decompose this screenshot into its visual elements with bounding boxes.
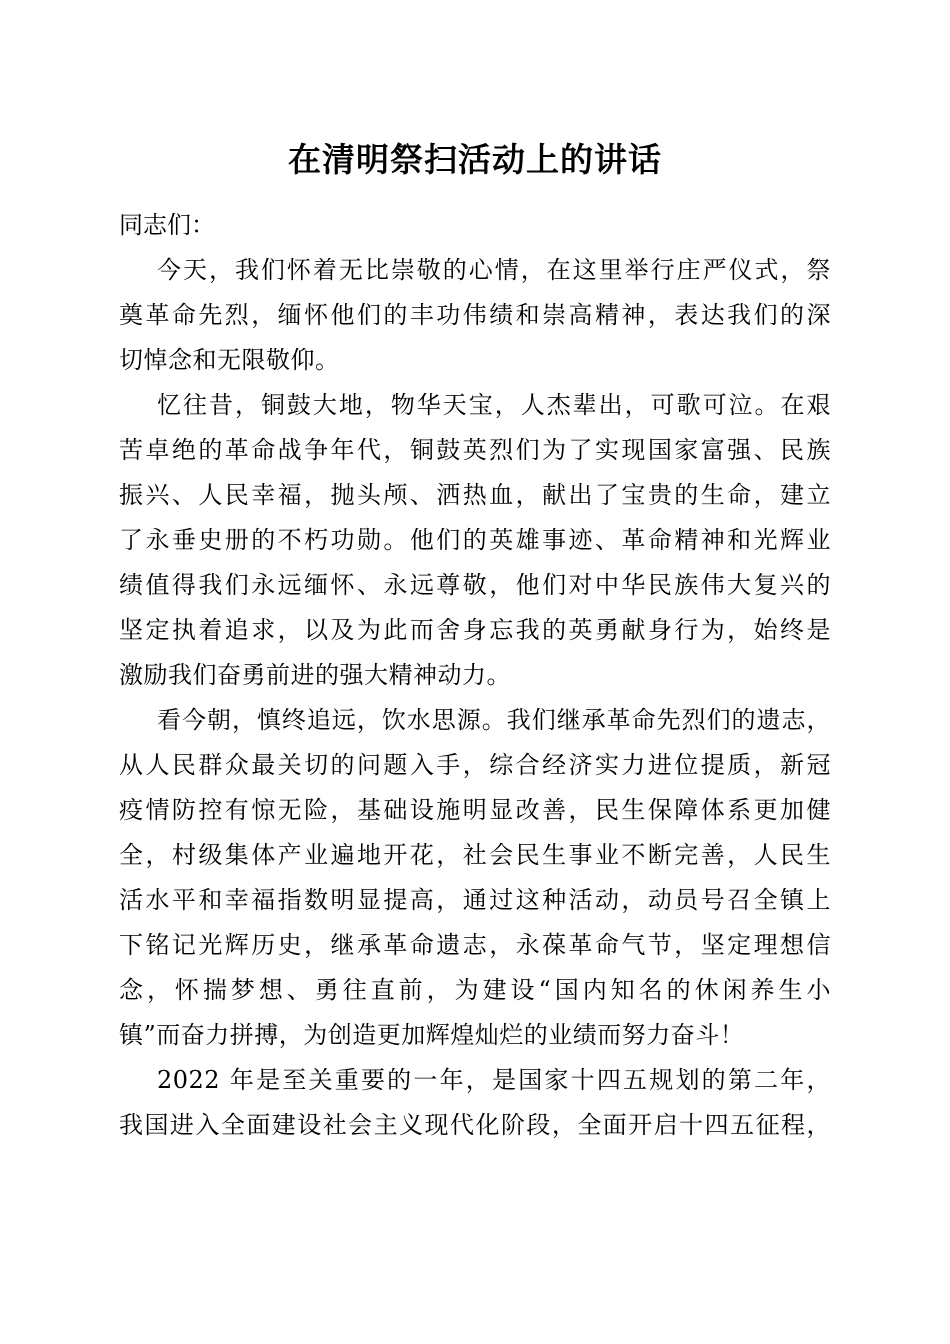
paragraph-line: 下铭记光辉历史，继承革命遗志，永葆革命气节，坚定理想信 — [119, 931, 831, 959]
paragraph-line: 看今朝，慎终追远，饮水思源。我们继承革命先烈们的遗志， — [157, 706, 831, 734]
paragraph-line: 奠革命先烈，缅怀他们的丰功伟绩和崇高精神，表达我们的深 — [119, 301, 831, 329]
paragraph-line: 激励我们奋勇前进的强大精神动力。 — [119, 661, 511, 689]
paragraph-line: 全，村级集体产业遍地开花，社会民生事业不断完善，人民生 — [119, 841, 831, 869]
paragraph-line: 今天，我们怀着无比崇敬的心情，在这里举行庄严仪式，祭 — [157, 256, 831, 284]
paragraph-line: 了永垂史册的不朽功勋。他们的英雄事迹、革命精神和光辉业 — [119, 526, 831, 554]
salutation: 同志们： — [119, 211, 215, 239]
paragraph-line: 坚定执着追求，以及为此而舍身忘我的英勇献身行为，始终是 — [119, 616, 831, 644]
paragraph-line: 苦卓绝的革命战争年代，铜鼓英烈们为了实现国家富强、民族 — [119, 436, 831, 464]
paragraph-4 — [119, 1058, 831, 1148]
paragraph-line: 2022 年是至关重要的一年，是国家十四五规划的第二年， — [157, 1066, 831, 1094]
paragraph-line: 疫情防控有惊无险，基础设施明显改善，民生保障体系更加健 — [119, 796, 831, 824]
paragraph-line: 忆往昔，铜鼓大地，物华天宝，人杰辈出，可歌可泣。在艰 — [157, 391, 831, 419]
paragraph-line: 活水平和幸福指数明显提高，通过这种活动，动员号召全镇上 — [119, 886, 831, 914]
paragraph-line: 我国进入全面建设社会主义现代化阶段，全面开启十四五征程， — [119, 1111, 831, 1139]
paragraph-line: 振兴、人民幸福，抛头颅、洒热血，献出了宝贵的生命，建立 — [119, 481, 831, 509]
paragraph-line: 念，怀揣梦想、勇往直前，为建设“国内知名的休闲养生小 — [119, 976, 831, 1004]
paragraph-line: 镇”而奋力拼搏，为创造更加辉煌灿烂的业绩而努力奋斗！ — [119, 1021, 745, 1049]
paragraph-1 — [119, 248, 831, 383]
document-title: 在清明祭扫活动上的讲话 — [288, 140, 662, 179]
paragraph-3 — [119, 698, 831, 1058]
paragraph-line: 从人民群众最关切的问题入手，综合经济实力进位提质，新冠 — [119, 751, 831, 779]
document-body — [119, 203, 831, 1148]
paragraph-2 — [119, 383, 831, 698]
paragraph-line: 切悼念和无限敬仰。 — [119, 346, 340, 374]
paragraph-line: 绩值得我们永远缅怀、永远尊敬，他们对中华民族伟大复兴的 — [119, 571, 831, 599]
